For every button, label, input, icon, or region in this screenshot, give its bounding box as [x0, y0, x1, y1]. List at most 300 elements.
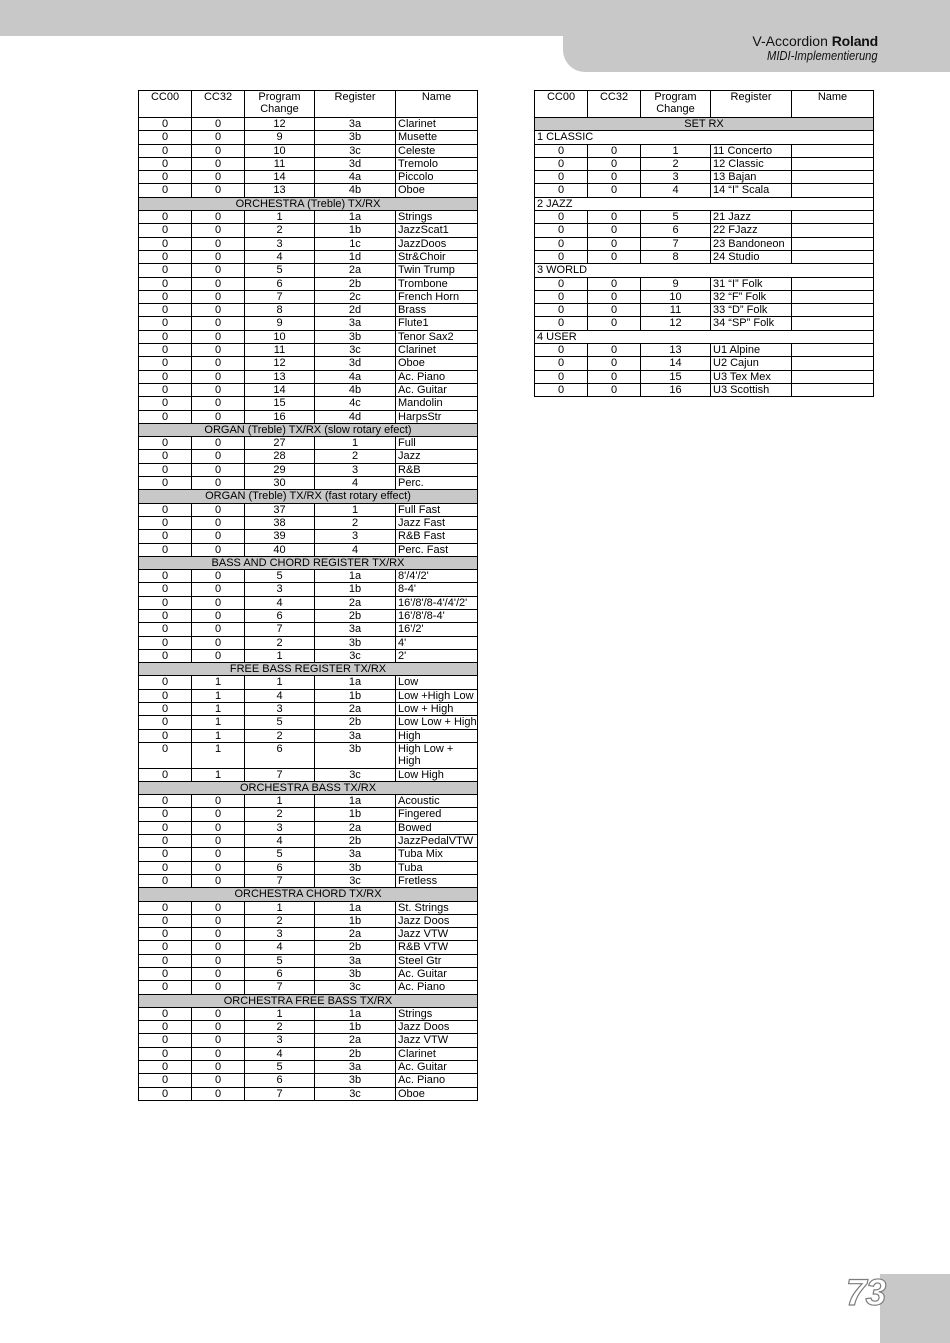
cc00-cell: 0 [139, 1047, 192, 1060]
table-row [139, 357, 478, 370]
cc32-cell: 0 [192, 184, 245, 197]
name-cell: Jazz Fast [396, 516, 478, 529]
cc00-cell: 0 [139, 1087, 192, 1100]
group-row [535, 197, 874, 210]
table-row [139, 1047, 478, 1060]
cc32-cell: 0 [588, 157, 641, 170]
col-cc00: CC00 [139, 91, 192, 118]
register-cell: 1 [315, 503, 396, 516]
name-cell: Jazz Doos [396, 1021, 478, 1034]
register-cell: 2b [315, 835, 396, 848]
cc00-cell: 0 [139, 808, 192, 821]
name-cell: Ac. Guitar [396, 968, 478, 981]
brand-line [752, 33, 878, 49]
cc00-cell: 0 [139, 397, 192, 410]
table-row [535, 357, 874, 370]
table-row [139, 157, 478, 170]
name-cell: Oboe [396, 1087, 478, 1100]
cc32-cell: 0 [192, 543, 245, 556]
section-row [139, 888, 478, 901]
table-row [139, 1061, 478, 1074]
register-cell: 4a [315, 171, 396, 184]
register-cell: 1a [315, 570, 396, 583]
program-change-cell: 13 [245, 370, 315, 383]
table-row [139, 636, 478, 649]
cc00-cell: 0 [139, 729, 192, 742]
cc00-cell: 0 [139, 676, 192, 689]
table-row [139, 543, 478, 556]
register-cell: 31 “I” Folk [711, 277, 792, 290]
cc00-cell: 0 [139, 330, 192, 343]
midi-table-left [138, 90, 478, 1101]
program-change-cell: 3 [641, 171, 711, 184]
cc32-cell: 0 [192, 649, 245, 662]
name-cell: R&B Fast [396, 530, 478, 543]
cc00-cell: 0 [139, 1034, 192, 1047]
cc00-cell: 0 [139, 768, 192, 781]
cc32-cell: 0 [192, 516, 245, 529]
cc32-cell: 0 [192, 795, 245, 808]
cc00-cell: 0 [139, 477, 192, 490]
name-cell [792, 357, 874, 370]
cc32-cell: 0 [588, 357, 641, 370]
group-row [535, 131, 874, 144]
table-row [139, 808, 478, 821]
table-row [139, 450, 478, 463]
table-row [535, 237, 874, 250]
cc00-cell: 0 [139, 264, 192, 277]
name-cell: Tuba [396, 861, 478, 874]
name-cell: 8'/4'/2' [396, 570, 478, 583]
name-cell: Piccolo [396, 171, 478, 184]
cc00-cell: 0 [139, 1007, 192, 1020]
register-cell: 3c [315, 981, 396, 994]
table-row [139, 954, 478, 967]
name-cell [792, 224, 874, 237]
cc00-cell: 0 [535, 157, 588, 170]
cc32-cell: 0 [192, 874, 245, 887]
name-cell: Tremolo [396, 157, 478, 170]
cc32-cell: 0 [192, 636, 245, 649]
table-row [139, 437, 478, 450]
cc00-cell: 0 [139, 211, 192, 224]
name-cell: High Low + High [396, 742, 478, 768]
table-row [139, 729, 478, 742]
table-row [139, 224, 478, 237]
cc00-cell: 0 [139, 835, 192, 848]
name-cell [792, 383, 874, 396]
table-row [139, 821, 478, 834]
cc32-cell: 0 [588, 250, 641, 263]
table-row [139, 397, 478, 410]
name-cell: R&B [396, 463, 478, 476]
cc00-cell: 0 [535, 304, 588, 317]
name-cell: Tenor Sax2 [396, 330, 478, 343]
table-row [139, 1007, 478, 1020]
register-cell: 3a [315, 729, 396, 742]
name-cell: Ac. Piano [396, 1074, 478, 1087]
table-row [139, 530, 478, 543]
program-change-cell: 1 [641, 144, 711, 157]
program-change-cell: 7 [245, 623, 315, 636]
table-row [535, 304, 874, 317]
cc32-cell: 1 [192, 742, 245, 768]
program-change-cell: 3 [245, 1034, 315, 1047]
table-row [139, 968, 478, 981]
cc32-cell: 0 [192, 277, 245, 290]
program-change-cell: 7 [245, 768, 315, 781]
cc00-cell: 0 [139, 184, 192, 197]
table-row [139, 901, 478, 914]
cc32-cell: 0 [192, 1074, 245, 1087]
brand-product: V-Accordion [752, 33, 828, 49]
register-cell: U3 Scottish [711, 383, 792, 396]
name-cell: Perc. Fast [396, 543, 478, 556]
cc32-cell: 0 [588, 224, 641, 237]
name-cell [792, 304, 874, 317]
table-row [139, 237, 478, 250]
cc32-cell: 0 [588, 184, 641, 197]
cc32-cell: 0 [588, 237, 641, 250]
name-cell: Trombone [396, 277, 478, 290]
program-change-cell: 5 [245, 716, 315, 729]
name-cell: Clarinet [396, 344, 478, 357]
group-label: 2 JAZZ [535, 197, 874, 210]
cc32-cell: 0 [192, 901, 245, 914]
cc00-cell: 0 [139, 649, 192, 662]
name-cell: Jazz Doos [396, 914, 478, 927]
cc32-cell: 0 [588, 344, 641, 357]
name-cell: Low +High Low [396, 689, 478, 702]
table-header-row [535, 91, 874, 118]
register-cell: 3d [315, 357, 396, 370]
name-cell: JazzPedalVTW [396, 835, 478, 848]
name-cell: Low [396, 676, 478, 689]
table-row [535, 144, 874, 157]
register-cell: 2a [315, 703, 396, 716]
cc32-cell: 0 [192, 437, 245, 450]
cc32-cell: 0 [192, 596, 245, 609]
register-cell: 2b [315, 716, 396, 729]
register-cell: U2 Cajun [711, 357, 792, 370]
table-row [139, 516, 478, 529]
program-change-cell: 1 [245, 1007, 315, 1020]
register-cell: 2a [315, 264, 396, 277]
program-change-cell: 11 [245, 344, 315, 357]
name-cell: Jazz [396, 450, 478, 463]
table-row [139, 1021, 478, 1034]
section-label: ORCHESTRA CHORD TX/RX [139, 888, 478, 901]
name-cell [792, 237, 874, 250]
table-row [535, 290, 874, 303]
table-row [139, 330, 478, 343]
name-cell: Low + High [396, 703, 478, 716]
cc32-cell: 0 [192, 530, 245, 543]
program-change-cell: 10 [641, 290, 711, 303]
register-cell: 3a [315, 954, 396, 967]
group-label: 4 USER [535, 330, 874, 343]
program-change-cell: 3 [245, 583, 315, 596]
table-row [139, 703, 478, 716]
cc32-cell: 0 [192, 450, 245, 463]
name-cell: Clarinet [396, 1047, 478, 1060]
name-cell: Ac. Piano [396, 370, 478, 383]
program-change-cell: 3 [245, 928, 315, 941]
name-cell: Clarinet [396, 118, 478, 131]
cc32-cell: 0 [192, 954, 245, 967]
cc32-cell: 0 [192, 250, 245, 263]
cc32-cell: 0 [192, 941, 245, 954]
cc00-cell: 0 [139, 821, 192, 834]
program-change-cell: 16 [641, 383, 711, 396]
cc32-cell: 0 [192, 1087, 245, 1100]
col-register: Register [315, 91, 396, 118]
cc00-cell: 0 [139, 344, 192, 357]
name-cell: Celeste [396, 144, 478, 157]
cc32-cell: 0 [192, 317, 245, 330]
register-cell: 3c [315, 649, 396, 662]
table-row [139, 463, 478, 476]
name-cell: Low Low + High [396, 716, 478, 729]
name-cell: Jazz VTW [396, 928, 478, 941]
program-change-cell: 2 [245, 224, 315, 237]
program-change-cell: 2 [245, 808, 315, 821]
cc32-cell: 0 [192, 914, 245, 927]
table-row [535, 157, 874, 170]
name-cell: JazzDoos [396, 237, 478, 250]
register-cell: 2a [315, 1034, 396, 1047]
program-change-cell: 9 [245, 131, 315, 144]
cc32-cell: 0 [192, 981, 245, 994]
register-cell: 22 FJazz [711, 224, 792, 237]
cc00-cell: 0 [535, 211, 588, 224]
name-cell: 8-4' [396, 583, 478, 596]
cc00-cell: 0 [139, 357, 192, 370]
register-cell: 2a [315, 928, 396, 941]
cc00-cell: 0 [139, 570, 192, 583]
table-row [139, 914, 478, 927]
cc32-cell: 0 [192, 237, 245, 250]
program-change-cell: 7 [245, 290, 315, 303]
cc32-cell: 0 [192, 1007, 245, 1020]
cc00-cell: 0 [139, 901, 192, 914]
program-change-cell: 11 [245, 157, 315, 170]
program-change-cell: 6 [245, 609, 315, 622]
name-cell: Musette [396, 131, 478, 144]
cc32-cell: 0 [192, 171, 245, 184]
register-cell: 1a [315, 676, 396, 689]
section-row [139, 197, 478, 210]
register-cell: 1a [315, 901, 396, 914]
cc32-cell: 0 [192, 397, 245, 410]
cc32-cell: 1 [192, 676, 245, 689]
table-row [139, 264, 478, 277]
register-cell: 4b [315, 383, 396, 396]
section-row [139, 423, 478, 436]
cc32-cell: 0 [192, 357, 245, 370]
cc32-cell: 0 [588, 211, 641, 224]
register-cell: 14 “I” Scala [711, 184, 792, 197]
cc00-cell: 0 [535, 144, 588, 157]
table-row [139, 848, 478, 861]
name-cell: 4' [396, 636, 478, 649]
cc00-cell: 0 [535, 383, 588, 396]
cc00-cell: 0 [139, 623, 192, 636]
program-change-cell: 1 [245, 795, 315, 808]
name-cell: Str&Choir [396, 250, 478, 263]
section-label: FREE BASS REGISTER TX/RX [139, 663, 478, 676]
register-cell: 1a [315, 795, 396, 808]
register-cell: 1b [315, 224, 396, 237]
program-change-cell: 8 [245, 304, 315, 317]
program-change-cell: 5 [245, 570, 315, 583]
table-row [139, 304, 478, 317]
name-cell [792, 344, 874, 357]
program-change-cell: 14 [245, 383, 315, 396]
name-cell: Twin Trump [396, 264, 478, 277]
cc32-cell: 0 [192, 583, 245, 596]
register-cell: 2b [315, 1047, 396, 1060]
program-change-cell: 3 [245, 237, 315, 250]
cc00-cell: 0 [139, 596, 192, 609]
name-cell [792, 370, 874, 383]
name-cell [792, 290, 874, 303]
cc00-cell: 0 [139, 795, 192, 808]
table-row [139, 835, 478, 848]
cc00-cell: 0 [535, 224, 588, 237]
name-cell: St. Strings [396, 901, 478, 914]
register-cell: 3b [315, 1074, 396, 1087]
register-cell: 1 [315, 437, 396, 450]
cc00-cell: 0 [139, 410, 192, 423]
table-row [535, 250, 874, 263]
cc32-cell: 0 [192, 304, 245, 317]
cc32-cell: 1 [192, 716, 245, 729]
program-change-cell: 7 [245, 981, 315, 994]
col-cc00: CC00 [535, 91, 588, 118]
table-row [139, 383, 478, 396]
register-cell: 21 Jazz [711, 211, 792, 224]
cc32-cell: 0 [192, 118, 245, 131]
cc32-cell: 0 [192, 848, 245, 861]
cc00-cell: 0 [535, 250, 588, 263]
program-change-cell: 5 [245, 264, 315, 277]
table-row [139, 370, 478, 383]
register-cell: 12 Classic [711, 157, 792, 170]
page-number-box [880, 1274, 950, 1343]
cc32-cell: 0 [588, 304, 641, 317]
program-change-cell: 2 [641, 157, 711, 170]
register-cell: 1a [315, 1007, 396, 1020]
table-row [139, 277, 478, 290]
table-row [139, 290, 478, 303]
program-change-cell: 4 [245, 941, 315, 954]
register-cell: 1d [315, 250, 396, 263]
table-row [139, 768, 478, 781]
register-cell: 3d [315, 157, 396, 170]
register-cell: 3b [315, 330, 396, 343]
cc00-cell: 0 [139, 1061, 192, 1074]
cc00-cell: 0 [139, 968, 192, 981]
table-row [139, 941, 478, 954]
name-cell: Ac. Guitar [396, 1061, 478, 1074]
program-change-cell: 7 [245, 1087, 315, 1100]
program-change-cell: 6 [245, 1074, 315, 1087]
cc00-cell: 0 [139, 144, 192, 157]
table-row [139, 609, 478, 622]
table-header-row [139, 91, 478, 118]
register-cell: 1b [315, 914, 396, 927]
register-cell: 1a [315, 211, 396, 224]
table-row [139, 344, 478, 357]
cc32-cell: 0 [192, 290, 245, 303]
table-row [535, 184, 874, 197]
program-change-cell: 1 [245, 901, 315, 914]
cc00-cell: 0 [139, 848, 192, 861]
cc32-cell: 0 [192, 821, 245, 834]
name-cell: Mandolin [396, 397, 478, 410]
register-cell: 3b [315, 861, 396, 874]
program-change-cell: 1 [245, 649, 315, 662]
cc00-cell: 0 [535, 171, 588, 184]
page-subtitle: MIDI-Implementierung [767, 48, 878, 63]
col-cc32: CC32 [588, 91, 641, 118]
cc00-cell: 0 [139, 543, 192, 556]
program-change-cell: 9 [641, 277, 711, 290]
name-cell: Ac. Guitar [396, 383, 478, 396]
program-change-cell: 12 [641, 317, 711, 330]
table-row [139, 211, 478, 224]
name-cell: 2' [396, 649, 478, 662]
section-label: SET RX [535, 118, 874, 131]
section-label: ORCHESTRA (Treble) TX/RX [139, 197, 478, 210]
brand-logo: Roland [831, 33, 878, 49]
register-cell: 1b [315, 808, 396, 821]
cc32-cell: 0 [192, 410, 245, 423]
program-change-cell: 14 [641, 357, 711, 370]
section-row [139, 781, 478, 794]
table-row [139, 171, 478, 184]
program-change-cell: 10 [245, 144, 315, 157]
cc00-cell: 0 [139, 928, 192, 941]
program-change-cell: 39 [245, 530, 315, 543]
register-cell: 3c [315, 344, 396, 357]
program-change-cell: 13 [641, 344, 711, 357]
program-change-cell: 4 [245, 835, 315, 848]
register-cell: 3 [315, 463, 396, 476]
name-cell: Full [396, 437, 478, 450]
table-row [535, 211, 874, 224]
register-cell: U1 Alpine [711, 344, 792, 357]
register-cell: 3b [315, 636, 396, 649]
cc32-cell: 0 [192, 157, 245, 170]
table-row [139, 861, 478, 874]
program-change-cell: 29 [245, 463, 315, 476]
table-row [535, 370, 874, 383]
cc00-cell: 0 [139, 861, 192, 874]
name-cell: Full Fast [396, 503, 478, 516]
cc32-cell: 0 [192, 1047, 245, 1060]
cc32-cell: 0 [192, 570, 245, 583]
register-cell: 1b [315, 583, 396, 596]
section-label: BASS AND CHORD REGISTER TX/RX [139, 556, 478, 569]
register-cell: 4d [315, 410, 396, 423]
cc00-cell: 0 [535, 290, 588, 303]
table-row [139, 623, 478, 636]
name-cell: Fretless [396, 874, 478, 887]
register-cell: 1b [315, 689, 396, 702]
cc32-cell: 1 [192, 768, 245, 781]
